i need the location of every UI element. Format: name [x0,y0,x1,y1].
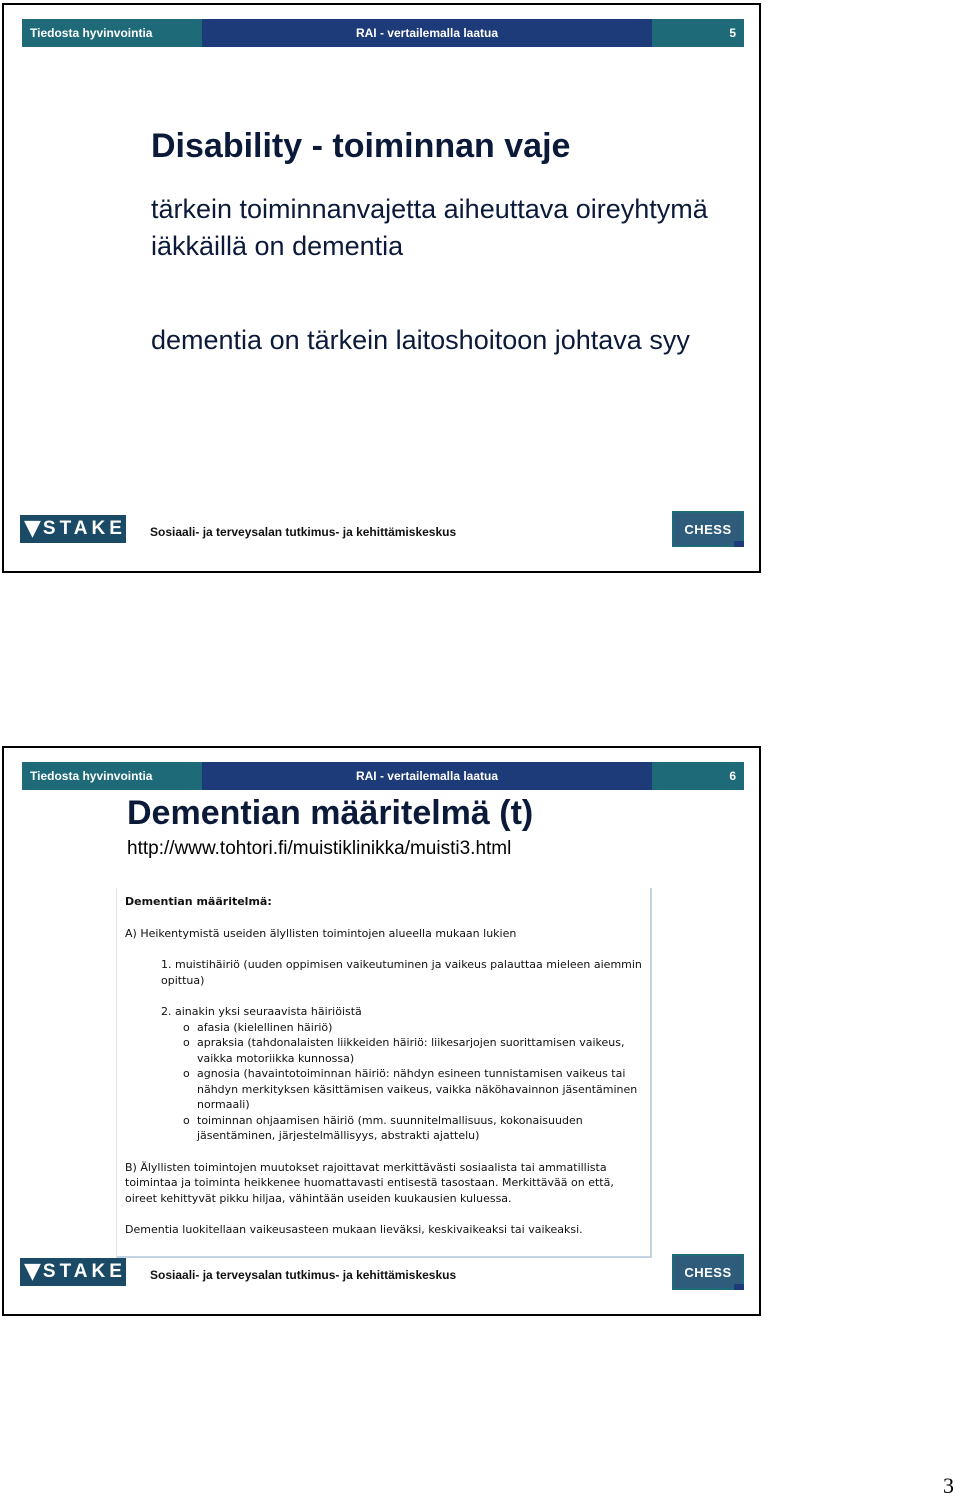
slide-5 [2,3,761,573]
slide-6 [2,746,761,1316]
page-number: 3 [943,1473,954,1498]
criterion-b: B) Älyllisten toimintojen muutokset rajoittavat merkittävästi sosiaalista tai ammatillista toimintaa ja toiminta heikkenee huomattavasti entisestä tasostaan. Merkittävää on että, oireet kehittyvät pikku hiljaa, vähintään useiden kuukausien kuluessa. [125,1160,614,1205]
list-item-label: 2. ainakin yksi seuraavista häiriöistä [161,1005,362,1018]
header-center-label: RAI - vertailemalla laatua [202,19,652,47]
source-url: http://www.tohtori.fi/muistiklinikka/muisti3.html [127,838,512,859]
slide-header-bar [22,762,744,790]
stakes-v-icon: ▼ [24,516,41,541]
list-item: 1. muistihäiriö (uuden oppimisen vaikeutuminen ja vaikeus palauttaa mieleen aiemmin opittua) [161,958,642,987]
header-left-label: Tiedosta hyvinvointia [22,19,202,47]
slide-footer [20,1254,744,1292]
slide-paragraph: dementia on tärkein laitoshoitoon johtava syy [151,325,690,355]
severity-footnote: Dementia luokitellaan vaikeusasteen mukaan lieväksi, keskivaikeaksi tai vaikeaksi. [125,1223,583,1236]
stakes-v-icon: ▼ [24,1259,41,1284]
slide-title: Dementian määritelmä (t) [127,794,534,832]
stakes-logo [20,1258,143,1286]
chess-logo: CHESS [672,1254,744,1290]
stakes-logo-text: STAKES [42,1261,143,1282]
footer-organization: Sosiaali- ja terveysalan tutkimus- ja kehittämiskeskus [150,1268,457,1282]
list-item [161,1004,645,1144]
chess-logo: CHESS [672,511,744,547]
footer-organization: Sosiaali- ja terveysalan tutkimus- ja kehittämiskeskus [150,525,457,539]
criterion-list [161,957,645,1144]
slide-footer [20,511,744,549]
sub-list-item: o agnosia (havaintotoiminnan häiriö: nähdyn esineen tunnistamisen vaikeus tai nähdyn merkityksen käsittämisen vaikeus, vaikka näköhavainnon jäsentäminen normaali) [183,1066,645,1113]
sub-list-item: o afasia (kielellinen häiriö) [183,1020,645,1036]
embedded-webpage-screenshot [116,888,652,1258]
header-left-label: Tiedosta hyvinvointia [22,762,202,790]
sub-list [183,1020,645,1144]
sub-list-item: o toiminnan ohjaamisen häiriö (mm. suunnitelmallisuus, kokonaisuuden jäsentäminen, järjestelmällisyys, abstrakti ajattelu) [183,1113,645,1144]
criterion-a: A) Heikentymistä useiden älyllisten toimintojen alueella mukaan lukien [125,926,517,940]
slide-paragraph: tärkein toiminnanvajetta aiheuttava oireyhtymä iäkkäillä on dementia [151,194,708,261]
definition-heading: Dementian määritelmä: [125,895,272,908]
stakes-logo [20,515,143,543]
sub-list-item: o apraksia (tahdonalaisten liikkeiden häiriö: liikesarjojen suorittamisen vaikeus, vaikka motoriikka kunnossa) [183,1035,645,1066]
slide-number: 6 [652,762,744,790]
stakes-logo-text: STAKES [42,518,143,539]
header-center-label: RAI - vertailemalla laatua [202,762,652,790]
slide-title: Disability - toiminnan vaje [151,127,571,165]
slide-header-bar [22,19,744,47]
slide-number: 5 [652,19,744,47]
